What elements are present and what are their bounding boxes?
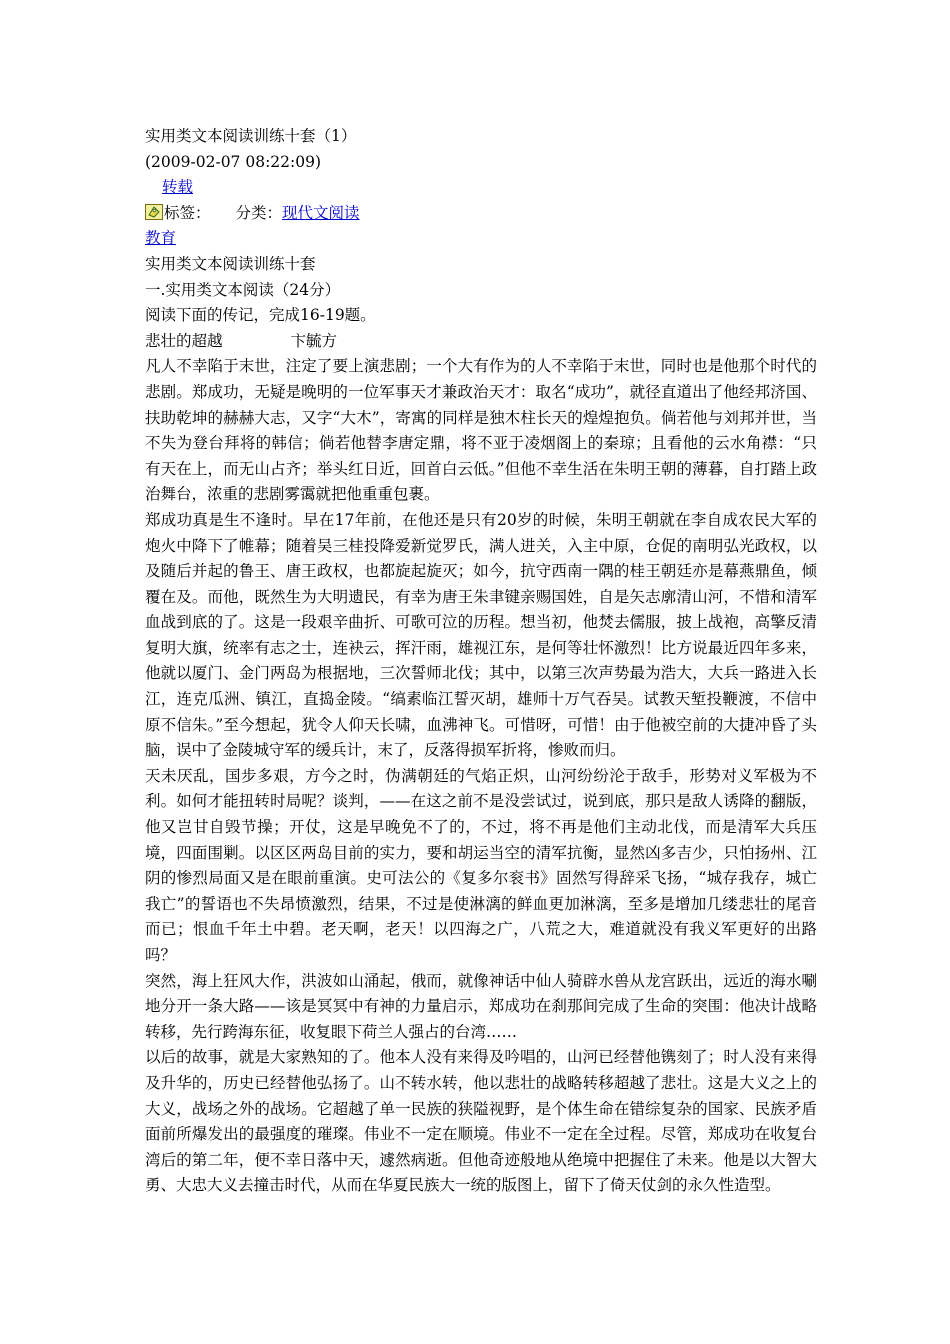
paragraph: 突然，海上狂风大作，洪波如山涌起，俄而，就像神话中仙人骑辟水兽从龙宫跃出，远近的海水唰地分开一条大路——该是冥冥中有神的力量启示，郑成功在刹那间完成了生命的突围：他决计战略转移，先行跨海东征，收复眼下荷兰人强占的台湾…… bbox=[145, 971, 817, 1041]
repost-row bbox=[145, 175, 817, 201]
article-title-row bbox=[145, 329, 817, 355]
category-link[interactable]: 现代文阅读 bbox=[282, 203, 360, 222]
document-heading: 实用类文本阅读训练十套 bbox=[145, 254, 316, 273]
repost-link[interactable]: 转载 bbox=[162, 178, 194, 197]
section-heading: 一.实用类文本阅读（24分） bbox=[145, 280, 341, 299]
category-label: 分类： bbox=[235, 203, 283, 222]
education-link[interactable]: 教育 bbox=[145, 229, 177, 248]
article-title: 悲壮的超越 bbox=[145, 331, 223, 350]
blog-title: 实用类文本阅读训练十套（1） bbox=[145, 127, 357, 145]
paragraph: 天未厌乱，国步多艰，方今之时，伪满朝廷的气焰正炽，山河纷纷沦于敌手，形势对义军极为不利。如何才能扭转时局呢？谈判，——在这之前不是没尝试过，说到底，那只是敌人诱降的翻版，他又岂甘自毁节操；开仗，这是早晚免不了的，不过，将不再是他们主动北伐，而是清军大兵压境，四面围剿。以区区两岛目前的实力，要和胡运当空的清军抗衡，显然凶多吉少，只怕扬州、江阴的惨烈局面又是在眼前重演。史可法公的《复多尔衮书》固然写得辞采飞扬，“城存我存，城亡我亡”的誓语也不失昂愤激烈，结果，不过是使淋漓的鲜血更加淋漓，至多是增加几缕悲壮的尾音而已；恨血千年土中碧。老天啊，老天！以四海之广，八荒之大，难道就没有我义军更好的出路吗？ bbox=[145, 766, 817, 964]
paragraph: 以后的故事，就是大家熟知的了。他本人没有来得及吟唱的，山河已经替他镌刻了；时人没有来得及升华的，历史已经替他弘扬了。山不转水转，他以悲壮的战略转移超越了悲壮。这是大义之上的大义，战场之外的战场。它超越了单一民族的狭隘视野，是个体生命在错综复杂的国家、民族矛盾面前所爆发出的最强度的璀璨。伟业不一定在顺境。伟业不一定在全过程。尽管，郑成功在收复台湾后的第二年，便不幸日落中天，遽然病逝。但他奇迹般地从绝境中把握住了未来。他是以大智大勇、大忠大义去撞击时代，从而在华夏民族大一统的版图上，留下了倚天仗剑的永久性造型。 bbox=[145, 1048, 817, 1195]
document-page bbox=[145, 124, 817, 1199]
tags-row bbox=[145, 201, 817, 227]
post-datetime: (2009-02-07 08:22:09) bbox=[145, 152, 322, 171]
paragraph: 凡人不幸陷于末世，注定了要上演悲剧；一个大有作为的人不幸陷于末世，同时也是他那个时代的悲剧。郑成功，无疑是晚明的一位军事天才兼政治天才：取名“成功”，就径直道出了他经邦济国、扶助乾坤的赫赫大志，又字“大木”，寄寓的同样是独木柱长天的煌煌抱负。倘若他与刘邦并世，当不失为登台拜将的韩信；倘若他替李唐定鼎，将不亚于凌烟阁上的秦琼；且看他的云水角襟：“只有天在上，而无山占齐；举头红日近，回首白云低。”但他不幸生活在朱明王朝的薄暮，自打踏上政治舞台，浓重的悲剧雾霭就把他重重包裹。 bbox=[145, 357, 817, 504]
tag-icon[interactable] bbox=[145, 203, 163, 219]
paragraph: 郑成功真是生不逢时。早在17年前，在他还是只有20岁的时候，朱明王朝就在李自成农民大军的炮火中降下了帷幕；随着吴三桂投降爱新觉罗氏，满人进关，入主中原，仓促的南明弘光政权，以及随后并起的鲁王、唐王政权，也都旋起旋灭；如今，抗守西南一隅的桂王朝廷亦是幕燕鼎鱼，倾覆在及。而他，既然生为大明遗民，有幸为唐王朱聿键亲赐国姓，自是矢志廓清山河，不惜和清军血战到底的了。这是一段艰辛曲折、可歌可泣的历程。想当初，他焚去儒服，披上战袍，高擎反清复明大旗，统率有志之士，连袂云，挥汗雨，雄视江东，是何等壮怀激烈！比方说最近四年多来，他就以厦门、金门两岛为根据地，三次誓师北伐；其中，以第三次声势最为浩大，大兵一路进入长江，连克瓜洲、镇江，直捣金陵。“缟素临江誓灭胡，雄师十万气吞吴。试教天堑投鞭渡，不信中原不信朱。”至今想起，犹令人仰天长啸，血沸神飞。可惜呀，可惜！由于他被空前的大捷冲昏了头脑，误中了金陵城守军的缓兵计，末了，反落得损军折将，惨败而归。 bbox=[145, 510, 817, 760]
education-row bbox=[145, 226, 817, 252]
tags-label: 标签： bbox=[164, 203, 211, 222]
reading-instruction: 阅读下面的传记，完成16-19题。 bbox=[145, 306, 376, 325]
article-author: 卞毓方 bbox=[290, 331, 338, 350]
